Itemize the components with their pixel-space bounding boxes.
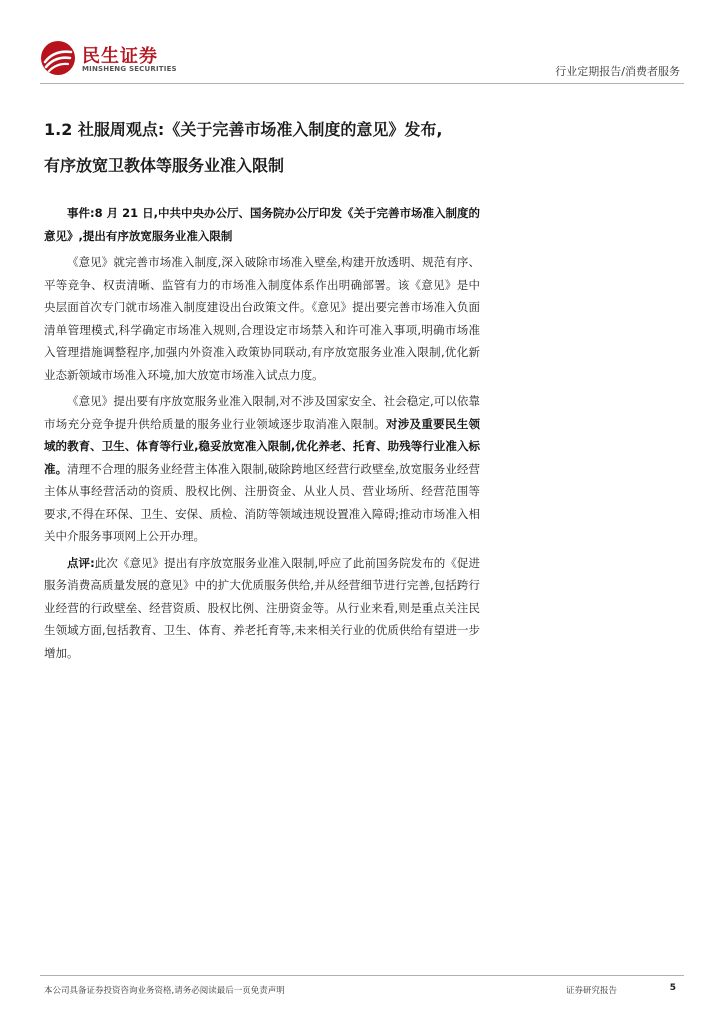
service-access-highlight: 对涉及重要民生领域的教育、卫生、体育等行业,稳妥放宽准入限制,优化养老、托育、助残等行业准入标准。	[44, 416, 481, 476]
page-number: 5	[669, 983, 676, 993]
opinion-summary-text: 《意见》就完善市场准入制度,深入破除市场准入壁垒,构建开放透明、规范有序、平等竞争、权责清晰、监管有力的市场准入制度体系作出明确部署。该《意见》是中央层面首次专门就市场准入制度建设出台政策文件。《意见》提出要完善市场准入负面清单管理模式,科学确定市场准入规则,合理设定市场禁入和许可准入事项,明确市场准入管理措施调整程序,加强内外资准入政策协同联动,有序放宽服务业准入限制,优化新业态新领域市场准入环境,加大放宽市场准入试点力度。	[44, 255, 480, 382]
main-content	[44, 112, 480, 668]
logo-english-name: MINSHENG SECURITIES	[82, 65, 177, 73]
company-logo	[40, 40, 190, 80]
header-divider	[40, 83, 684, 84]
event-text: 8 月 21 日,中共中央办公厅、国务院办公厅印发《关于完善市场准入制度的意见》,提出有序放宽服务业准入限制	[44, 206, 480, 243]
comment-label: 点评:	[67, 555, 95, 570]
section-title-line2: 有序放宽卫教体等服务业准入限制	[44, 156, 285, 175]
footer-divider	[40, 975, 684, 976]
page-header	[0, 0, 724, 85]
section-title-line1: 1.2 社服周观点:《关于完善市场准入制度的意见》发布,	[44, 120, 443, 139]
event-label: 事件:	[67, 206, 95, 220]
comment-paragraph	[44, 552, 480, 665]
report-category: 行业定期报告/消费者服务	[555, 65, 680, 78]
section-title	[44, 112, 480, 184]
footer-disclaimer: 本公司具备证券投资咨询业务资格,请务必阅读最后一页免责声明	[44, 986, 285, 996]
service-access-text-a: 《意见》提出要有序放宽服务业准入限制,对不涉及国家安全、社会稳定,可以依靠市场充分竞争提升供给质量的服务业行业领域逐步取消准入限制。	[44, 394, 480, 431]
footer-report-type: 证券研究报告	[566, 986, 618, 996]
comment-text: 此次《意见》提出有序放宽服务业准入限制,呼应了此前国务院发布的《促进服务消费高质量发展的意见》中的扩大优质服务供给,并从经营细节进行完善,包括跨行业经营的行政壁垒、经营资质、股权比例、注册资金等。从行业来看,则是重点关注民生领域方面,包括教育、卫生、体育、养老托育等,未来相关行业的优质供给有望进一步增加。	[44, 555, 480, 660]
service-access-text-b: 清理不合理的服务业经营主体准入限制,破除跨地区经营行政壁垒,放宽服务业经营主体从事经营活动的资质、股权比例、注册资金、从业人员、营业场所、经营范围等要求,不得在环保、卫生、安保、质检、消防等领域违规设置准入障碍;推动市场准入相关中介服务事项网上公开办理。	[44, 461, 480, 543]
event-paragraph	[44, 202, 480, 247]
service-access-paragraph	[44, 390, 480, 548]
minsheng-logo-icon	[40, 40, 76, 76]
logo-chinese-name: 民生证券	[82, 46, 158, 67]
opinion-summary-paragraph	[44, 251, 480, 386]
